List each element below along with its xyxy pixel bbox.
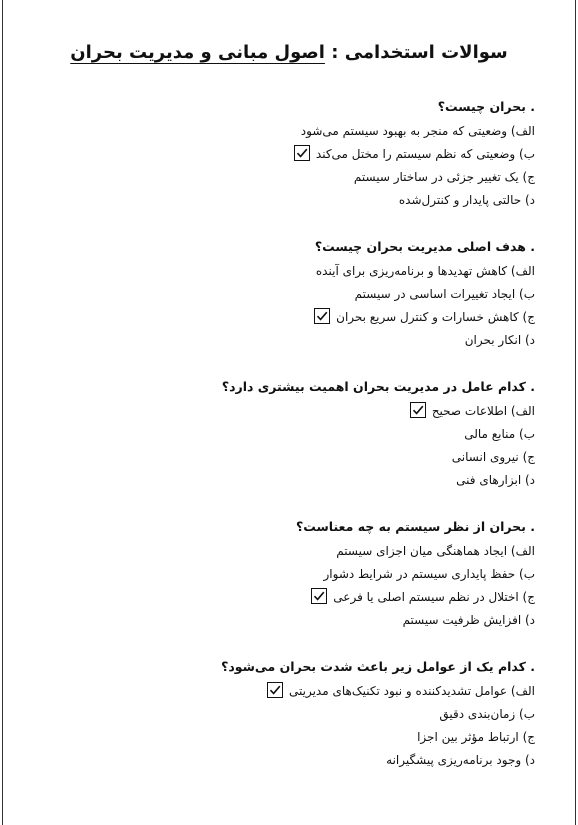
answer-option: [75, 400, 535, 423]
option-text: د) ابزارهای فنی: [456, 473, 535, 487]
option-text: ب) ایجاد تغییرات اساسی در سیستم: [354, 287, 535, 301]
option-text: د) حالتی پایدار و کنترل‌شده: [398, 193, 535, 207]
answer-option: [75, 120, 535, 143]
option-text: ب) وضعیتی که نظم سیستم را مختل می‌کند: [315, 147, 535, 161]
checkmark-icon: [314, 308, 330, 324]
option-text: ج) یک تغییر جزئی در ساختار سیستم: [353, 170, 535, 184]
answer-option: [75, 260, 535, 283]
option-text: الف) ایجاد هماهنگی میان اجزای سیستم: [336, 544, 535, 558]
question-block: [75, 518, 535, 632]
answer-option: [75, 143, 535, 166]
answer-option: [75, 749, 535, 772]
title-prefix: سوالات استخدامی :: [324, 42, 508, 63]
question-text: . بحران چیست؟: [437, 99, 535, 114]
answer-option: [75, 540, 535, 563]
option-text: الف) وضعیتی که منجر به بهبود سیستم می‌شود: [300, 124, 535, 138]
answer-option: [75, 680, 535, 703]
option-text: ب) حفظ پایداری سیستم در شرایط دشوار: [323, 567, 535, 581]
answer-option: [75, 563, 535, 586]
option-text: ب) منابع مالی: [464, 427, 535, 441]
question-block: [75, 98, 535, 212]
answer-option: [75, 726, 535, 749]
option-text: ب) زمان‌بندی دقیق: [439, 707, 535, 721]
title-main: اصول مبانی و مدیریت بحران: [70, 42, 325, 63]
option-text: الف) عوامل تشدیدکننده و نبود تکنیک‌های مدیریتی: [289, 684, 535, 698]
checkmark-icon: [267, 682, 283, 698]
answer-option: [75, 609, 535, 632]
checkmark-icon: [410, 402, 426, 418]
option-text: د) وجود برنامه‌ریزی پیشگیرانه: [386, 753, 535, 767]
answer-option: [75, 469, 535, 492]
answer-option: [75, 283, 535, 306]
question-text: . بحران از نظر سیستم به چه معناست؟: [295, 519, 535, 534]
answer-option: [75, 306, 535, 329]
question-block: [75, 378, 535, 492]
answer-option: [75, 586, 535, 609]
answer-option: [75, 166, 535, 189]
checkmark-icon: [311, 588, 327, 604]
option-text: د) انکار بحران: [464, 333, 535, 347]
question-list: [75, 98, 535, 772]
answer-option: [75, 329, 535, 352]
answer-option: [75, 423, 535, 446]
question-text: . کدام یک از عوامل زیر باعث شدت بحران می‌شود؟: [221, 659, 535, 674]
answer-option: [75, 703, 535, 726]
document-page: [2, 0, 576, 825]
option-text: الف) کاهش تهدیدها و برنامه‌ریزی برای آینده: [315, 264, 535, 278]
question-text: . هدف اصلی مدیریت بحران چیست؟: [314, 239, 535, 254]
option-text: ج) ارتباط مؤثر بین اجزا: [417, 730, 535, 744]
checkmark-icon: [294, 145, 310, 161]
option-text: د) افزایش ظرفیت سیستم: [402, 613, 535, 627]
question-block: [75, 238, 535, 352]
option-text: الف) اطلاعات صحیح: [431, 404, 535, 418]
option-text: ج) کاهش خسارات و کنترل سریع بحران: [336, 310, 535, 324]
question-block: [75, 658, 535, 772]
question-text: . کدام عامل در مدیریت بحران اهمیت بیشتری دارد؟: [221, 379, 535, 394]
option-text: ج) اختلال در نظم سیستم اصلی یا فرعی: [333, 590, 535, 604]
answer-option: [75, 189, 535, 212]
option-text: ج) نیروی انسانی: [451, 450, 535, 464]
answer-option: [75, 446, 535, 469]
page-title: [3, 42, 575, 63]
